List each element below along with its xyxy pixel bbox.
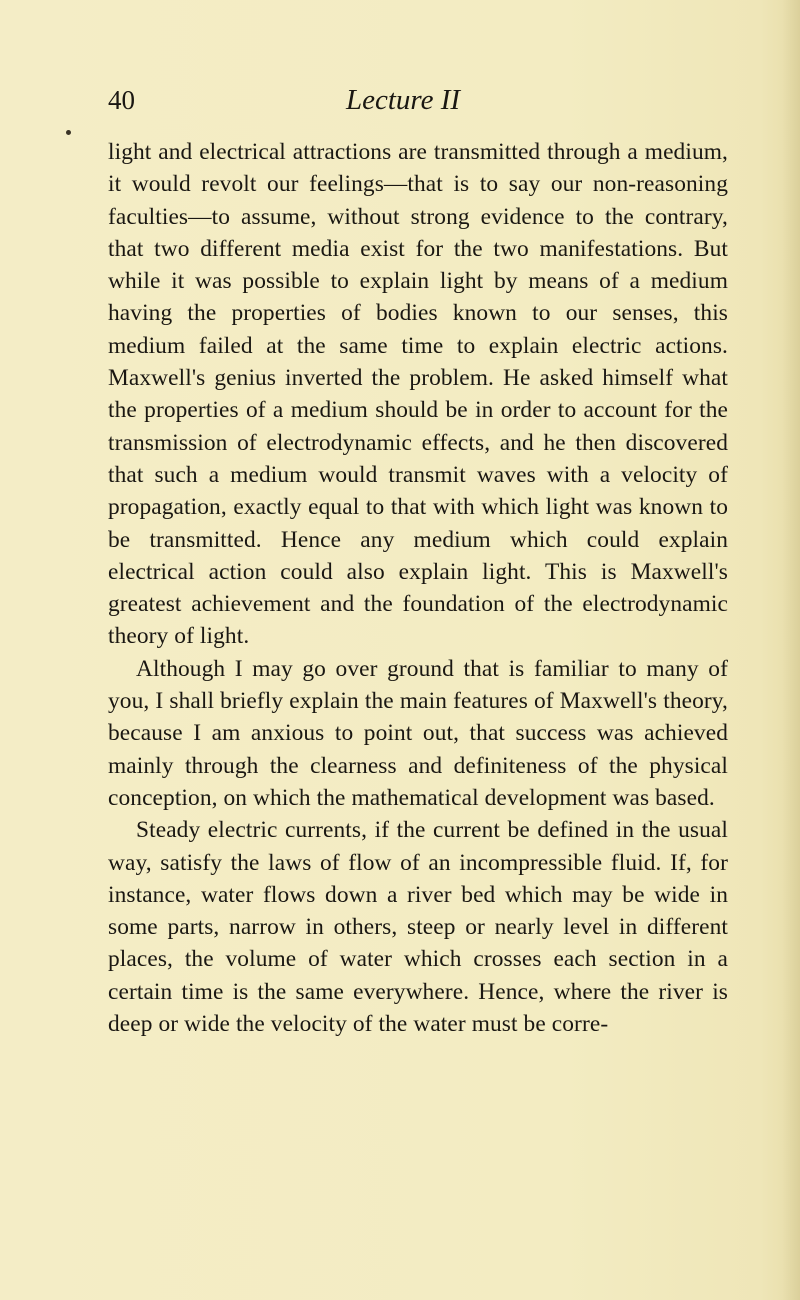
paragraph: Although I may go over ground that is familiar to many of you, I shall briefly explain the main features of Maxwell's theory, because I am anxious to point out, that success was achieved mainly through the clearness and definiteness of the physical conception, on which the mathematical development was based. [108, 655, 728, 811]
page-number: 40 [108, 85, 135, 115]
paragraph-continued: light and electrical attractions are transmitted through a medium, it would revolt our feelings—that is to say our non-reasoning faculties—to assume, without strong evidence to the contrary, that two different media exist for the two manifestations. But while it was possible to explain light by means of a medium having the properties of bodies known to our senses, this medium failed at the same time to explain electric actions. Maxwell's genius inverted the problem. He asked himself what the properties of a medium should be in order to account for the transmission of electrodynamic effects, and he then discovered that such a medium would transmit waves with a velocity of propagation, exactly equal to that with which light was known to be transmitted. Hence any medium which could explain electrical action could also explain light. This is Maxwell's greatest achievement and the foundation of the electrodynamic theory of light. [108, 139, 728, 650]
page-header [108, 82, 728, 118]
ink-speck [66, 130, 71, 135]
body-text [108, 136, 728, 1040]
running-head: Lecture II [346, 84, 461, 116]
paragraph: Steady electric currents, if the current be defined in the usual way, satisfy the laws of flow of an incompressible fluid. If, for instance, water flows down a river bed which may be wide in some parts, narrow in others, steep or nearly level in different places, the volume of water which crosses each section in a certain time is the same everywhere. Hence, where the river is deep or wide the velocity of the water must be corre- [108, 817, 728, 1038]
page-edge-shadow [782, 0, 800, 1300]
